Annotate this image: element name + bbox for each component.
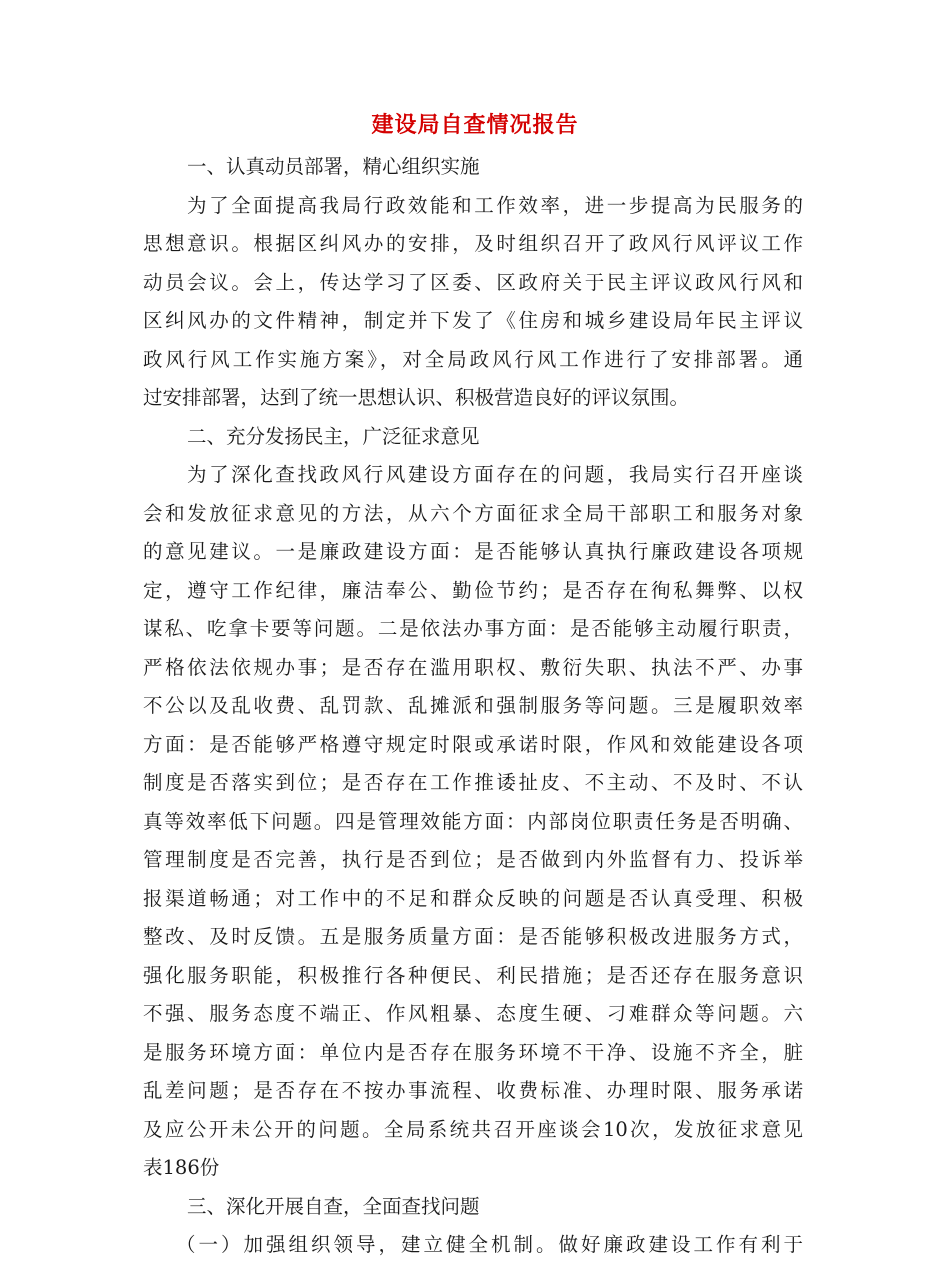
paragraph-line: 乱差问题；是否存在不按办事流程、收费标准、办理时限、服务承诺: [143, 1079, 803, 1102]
paragraph-line: 为了深化查找政风行风建设方面存在的问题，我局实行召开座谈: [187, 463, 803, 486]
paragraph-line: 制度是否落实到位；是否存在工作推诿扯皮、不主动、不及时、不认: [143, 771, 803, 794]
paragraph-line: 过安排部署，达到了统一思想认识、积极营造良好的评议氛围。: [143, 386, 690, 409]
paragraph-line: 方面：是否能够严格遵守规定时限或承诺时限，作风和效能建设各项: [143, 732, 803, 756]
section-heading-3: 三、深化开展自查，全面查找问题: [187, 1194, 480, 1218]
paragraph-line: 不强、服务态度不端正、作风粗暴、态度生硬、刁难群众等问题。六: [143, 1002, 803, 1025]
paragraph-line: 区纠风办的文件精神，制定并下发了《住房和城乡建设局年民主评议: [143, 309, 803, 332]
paragraph-line: 不公以及乱收费、乱罚款、乱摊派和强制服务等问题。三是履职效率: [143, 694, 803, 717]
paragraph-line: 政风行风工作实施方案》，对全局政风行风工作进行了安排部署。通: [143, 347, 803, 371]
paragraph-line: 动员会议。会上，传达学习了区委、区政府关于民主评议政风行风和: [143, 270, 803, 294]
paragraph-line: 强化服务职能，积极推行各种便民、利民措施；是否还存在服务意识: [143, 963, 803, 987]
paragraph-line: 思想意识。根据区纠风办的安排，及时组织召开了政风行风评议工作: [143, 232, 803, 255]
paragraph-line: 管理制度是否完善，执行是否到位；是否做到内外监督有力、投诉举: [143, 848, 803, 871]
paragraph-line: 谋私、吃拿卡要等问题。二是依法办事方面：是否能够主动履行职责，: [143, 617, 803, 640]
paragraph-line: 为了全面提高我局行政效能和工作效率，进一步提高为民服务的: [187, 193, 803, 217]
paragraph-line: 是服务环境方面：单位内是否存在服务环境不干净、设施不齐全，脏: [143, 1040, 803, 1064]
paragraph-line: 报渠道畅通；对工作中的不足和群众反映的问题是否认真受理、积极: [143, 886, 803, 910]
section-heading-2: 二、充分发扬民主，广泛征求意见: [187, 424, 480, 448]
document-title: 建设局自查情况报告: [371, 113, 579, 138]
paragraph-line: 会和发放征求意见的方法，从六个方面征求全局干部职工和服务对象: [143, 501, 803, 525]
paragraph-line: 严格依法依规办事；是否存在滥用职权、敷衍失职、执法不严、办事: [143, 655, 803, 679]
paragraph-line: 及应公开未公开的问题。全局系统共召开座谈会10次，发放征求意见: [143, 1117, 803, 1141]
paragraph-line: （一）加强组织领导，建立健全机制。做好廉政建设工作有利于: [176, 1233, 803, 1256]
document-body: [143, 148, 803, 1265]
paragraph-line: 真等效率低下问题。四是管理效能方面：内部岗位职责任务是否明确、: [143, 809, 803, 833]
paragraph-line: 表186份: [143, 1156, 220, 1179]
paragraph-line: 的意见建议。一是廉政建设方面：是否能够认真执行廉政建设各项规: [143, 540, 803, 563]
paragraph-line: 定，遵守工作纪律，廉洁奉公、勤俭节约；是否存在徇私舞弊、以权: [143, 578, 803, 602]
section-heading-1: 一、认真动员部署，精心组织实施: [187, 155, 480, 178]
paragraph-line: 整改、及时反馈。五是服务质量方面：是否能够积极改进服务方式，: [143, 925, 803, 948]
